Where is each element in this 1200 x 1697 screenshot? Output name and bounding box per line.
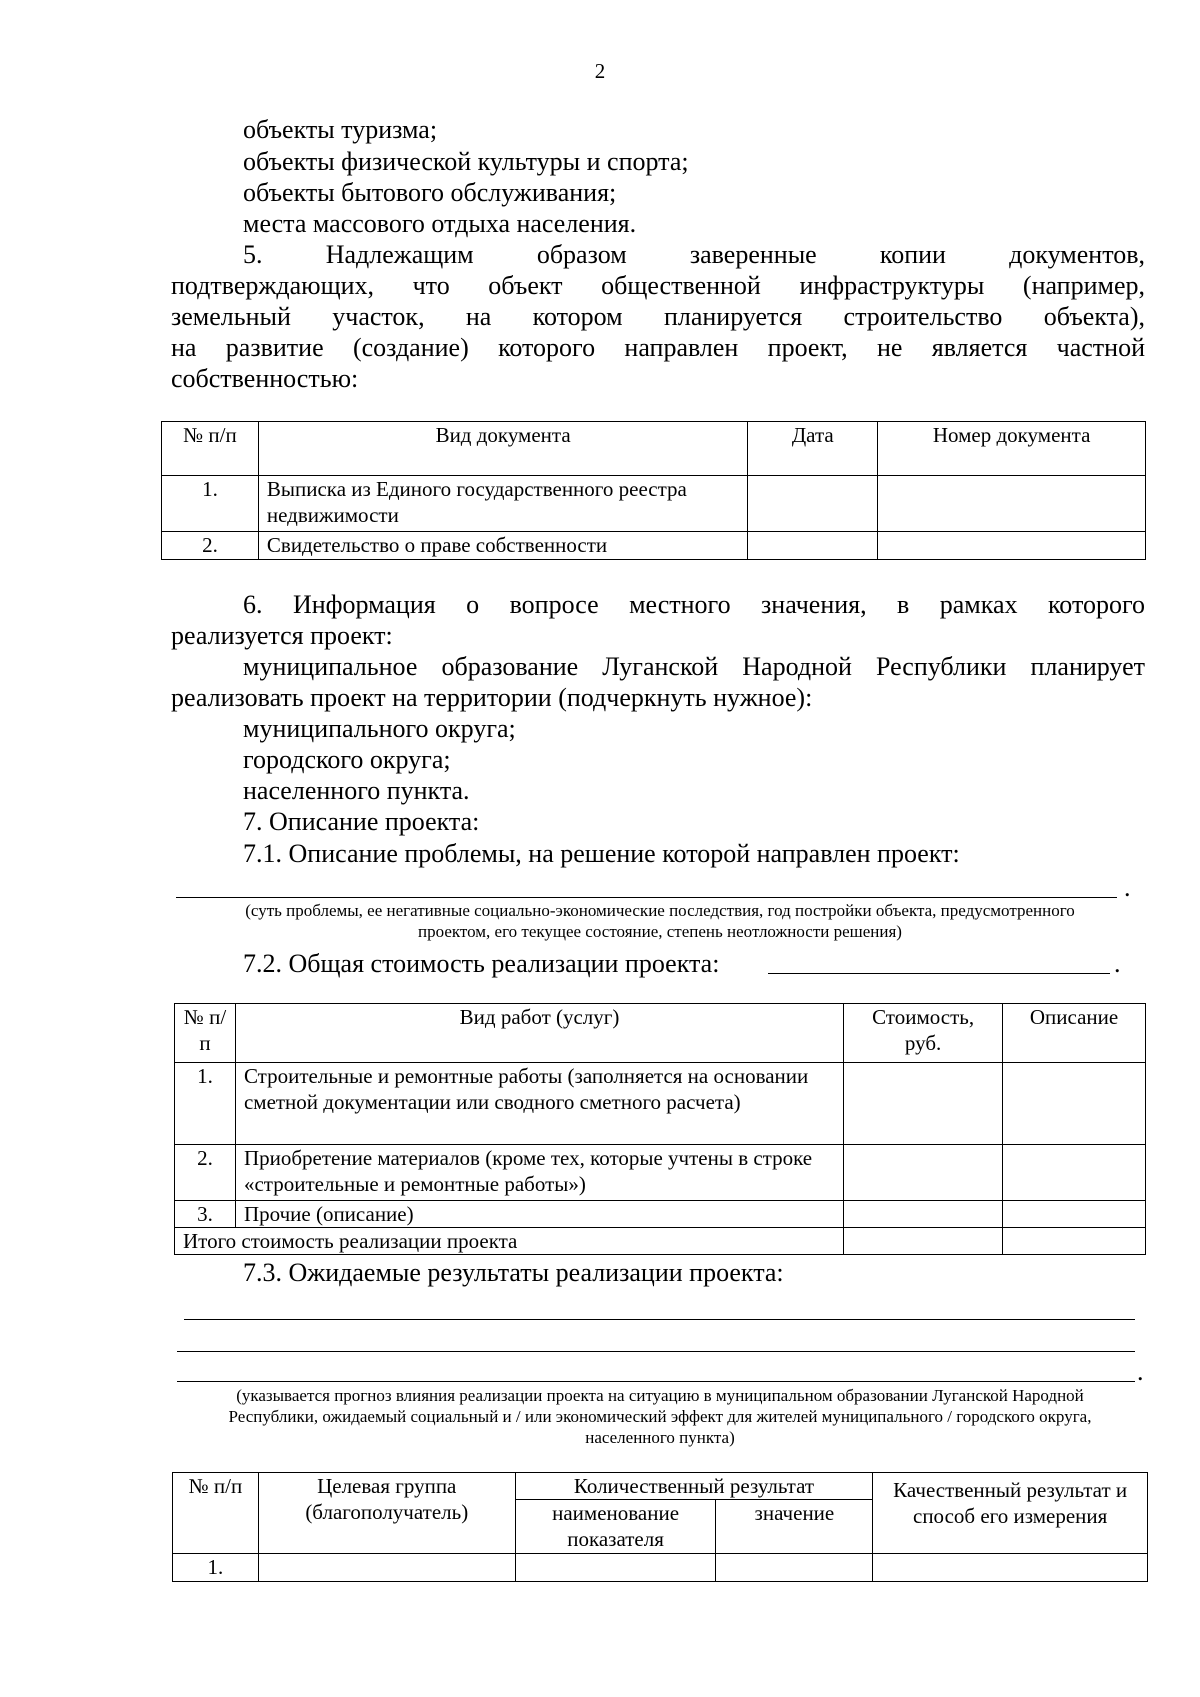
row-indicator-cell[interactable]: [515, 1554, 716, 1582]
col-header-date: Дата: [748, 422, 878, 476]
row-doc: Выписка из Единого государственного реестра недвижимости: [258, 476, 747, 532]
col-header-num: № п/п: [175, 1004, 236, 1063]
results-line[interactable]: [184, 1319, 1135, 1320]
row-doc: Свидетельство о праве собственности: [258, 532, 747, 560]
col-header-qualitative: Качественный результат и способ его измерения: [873, 1473, 1148, 1554]
works-table: [174, 1003, 1146, 1255]
col-header-num: № п/п: [173, 1473, 259, 1554]
section-6-line: 6. Информация о вопросе местного значения, в рамках которого: [243, 590, 1145, 619]
territory-option[interactable]: населенного пункта.: [243, 776, 470, 805]
row-num: 2.: [162, 532, 259, 560]
total-cost-line[interactable]: [768, 973, 1110, 974]
table-row: [162, 476, 1146, 532]
list-item: места массового отдыха населения.: [243, 209, 637, 238]
table-row: [175, 1201, 1146, 1228]
row-group-cell[interactable]: [258, 1554, 515, 1582]
col-header-value: значение: [716, 1500, 873, 1554]
section-5-line: на развитие (создание) которого направлен проект, не является частной: [171, 333, 1145, 362]
col-header-num: № п/п: [162, 422, 259, 476]
row-work: Строительные и ремонтные работы (заполняется на основании сметной документации или сводного сметного расчета): [235, 1063, 843, 1145]
row-description-cell[interactable]: [1003, 1063, 1146, 1145]
table-row: [175, 1145, 1146, 1201]
col-header-doc-type: Вид документа: [258, 422, 747, 476]
row-value-cell[interactable]: [716, 1554, 873, 1582]
total-description-cell[interactable]: [1003, 1228, 1146, 1255]
row-work: Приобретение материалов (кроме тех, которые учтены в строке «строительные и ремонтные работы»): [235, 1145, 843, 1201]
col-header-target-group: Целевая группа (благополучатель): [258, 1473, 515, 1554]
total-row: [175, 1228, 1146, 1255]
section-5-line: собственностью:: [171, 364, 359, 393]
col-header-cost: Стоимость, руб.: [844, 1004, 1003, 1063]
col-header-doc-number: Номер документа: [878, 422, 1146, 476]
section-5-line: 5. Надлежащим образом заверенные копии документов,: [243, 240, 1145, 269]
section-6-line: муниципальное образование Луганской Народной Республики планирует: [243, 652, 1145, 681]
col-header-indicator-name: наименование показателя: [515, 1500, 716, 1554]
list-item: объекты туризма;: [243, 115, 438, 144]
row-date-cell[interactable]: [748, 532, 878, 560]
row-cost-cell[interactable]: [844, 1145, 1003, 1201]
territory-option[interactable]: муниципального округа;: [243, 714, 516, 743]
row-num: 2.: [175, 1145, 236, 1201]
row-description-cell[interactable]: [1003, 1201, 1146, 1228]
list-item: объекты бытового обслуживания;: [243, 178, 617, 207]
row-number-cell[interactable]: [878, 476, 1146, 532]
row-date-cell[interactable]: [748, 476, 878, 532]
line-end-dot: .: [1137, 1357, 1144, 1386]
page-number: 2: [594, 59, 606, 83]
territory-option[interactable]: городского округа;: [243, 745, 451, 774]
row-num: 1.: [175, 1063, 236, 1145]
section-7-2-title: 7.2. Общая стоимость реализации проекта:: [243, 949, 720, 978]
problem-description-line[interactable]: [176, 897, 1117, 898]
documents-table: [161, 421, 1146, 560]
row-description-cell[interactable]: [1003, 1145, 1146, 1201]
section-5-line: земельный участок, на котором планируется строительство объекта),: [171, 302, 1145, 331]
list-item: объекты физической культуры и спорта;: [243, 147, 689, 176]
line-end-dot: .: [1114, 949, 1121, 978]
row-work: Прочие (описание): [235, 1201, 843, 1228]
row-cost-cell[interactable]: [844, 1201, 1003, 1228]
row-qualitative-cell[interactable]: [873, 1554, 1148, 1582]
results-line[interactable]: [177, 1351, 1135, 1352]
section-6-line: реализуется проект:: [171, 621, 393, 650]
results-line[interactable]: [177, 1381, 1135, 1382]
section-7-3-title: 7.3. Ожидаемые результаты реализации проекта:: [243, 1258, 784, 1287]
total-label: Итого стоимость реализации проекта: [175, 1228, 844, 1255]
col-header-quantitative: Количественный результат: [515, 1473, 873, 1500]
row-num: 1.: [173, 1554, 259, 1582]
table-row: [175, 1063, 1146, 1145]
section-5-line: подтверждающих, что объект общественной инфраструктуры (например,: [171, 271, 1145, 300]
section-6-line: реализовать проект на территории (подчеркнуть нужное):: [171, 683, 813, 712]
table-row: [173, 1554, 1148, 1582]
line-end-dot: .: [1124, 873, 1131, 902]
section-7-1-title: 7.1. Описание проблемы, на решение которой направлен проект:: [243, 839, 960, 868]
problem-note: (суть проблемы, ее негативные социально-экономические последствия, год постройки объекта, предусмотренного проектом, его текущее состояние, степень неотложности решения): [245, 901, 1075, 941]
row-number-cell[interactable]: [878, 532, 1146, 560]
results-table: [172, 1472, 1148, 1582]
total-cost-cell[interactable]: [844, 1228, 1003, 1255]
row-num: 1.: [162, 476, 259, 532]
col-header-work-type: Вид работ (услуг): [235, 1004, 843, 1063]
col-header-description: Описание: [1003, 1004, 1146, 1063]
results-note: (указывается прогноз влияния реализации проекта на ситуацию в муниципальном образовании Луганской Народной Республики, ожидаемый социальный и / или экономический эффект для жителей муниципального / городского округа, населенного пункта): [228, 1386, 1092, 1447]
row-num: 3.: [175, 1201, 236, 1228]
row-cost-cell[interactable]: [844, 1063, 1003, 1145]
table-row: [162, 532, 1146, 560]
section-7-title: 7. Описание проекта:: [243, 807, 480, 836]
